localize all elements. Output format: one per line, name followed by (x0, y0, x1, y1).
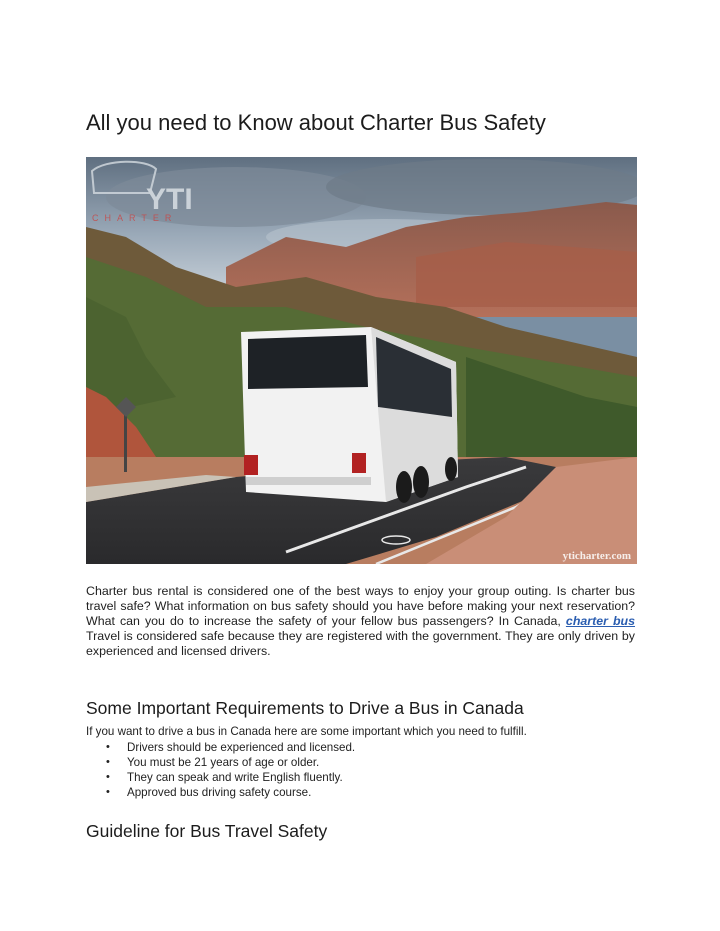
list-item-text: Approved bus driving safety course. (127, 786, 312, 799)
bullet-icon: • (106, 786, 110, 798)
list-item (106, 785, 355, 800)
list-item-text: Drivers should be experienced and licensed. (127, 741, 356, 754)
list-item-text: They can speak and write English fluently. (127, 771, 343, 784)
list-item (106, 740, 356, 755)
requirements-heading: Some Important Requirements to Drive a Bus in Canada (86, 698, 524, 718)
watermark-text: yticharter.com (562, 550, 631, 562)
list-item (106, 770, 355, 785)
intro-text-before-link: Charter bus rental is considered one of the best ways to enjoy your group outing. Is charter bus travel safe? What information on bus safety should you have before making your next reservation? What can you do to increase the safety of your fellow bus passengers? In Canada, (86, 584, 635, 628)
hero-image (86, 157, 637, 564)
charter-bus-photo (86, 157, 637, 564)
requirements-intro: If you want to drive a bus in Canada here are some important which you need to fulfill. (86, 725, 527, 738)
intro-text-after-link: Travel is considered safe because they are registered with the government. They are only driven by experienced and licensed drivers. (86, 629, 635, 658)
charter-bus-link[interactable]: charter bus (565, 614, 636, 628)
page-title: All you need to Know about Charter Bus Safety (86, 110, 546, 135)
requirements-list (106, 740, 356, 800)
list-item (106, 755, 355, 770)
bullet-icon: • (106, 771, 110, 783)
bullet-icon: • (106, 741, 110, 753)
svg-text:YTI: YTI (146, 183, 193, 216)
intro-paragraph (86, 584, 635, 659)
guideline-heading: Guideline for Bus Travel Safety (86, 821, 328, 841)
bullet-icon: • (106, 756, 110, 768)
list-item-text: You must be 21 years of age or older. (127, 756, 320, 769)
svg-text:CHARTER: CHARTER (92, 213, 178, 223)
